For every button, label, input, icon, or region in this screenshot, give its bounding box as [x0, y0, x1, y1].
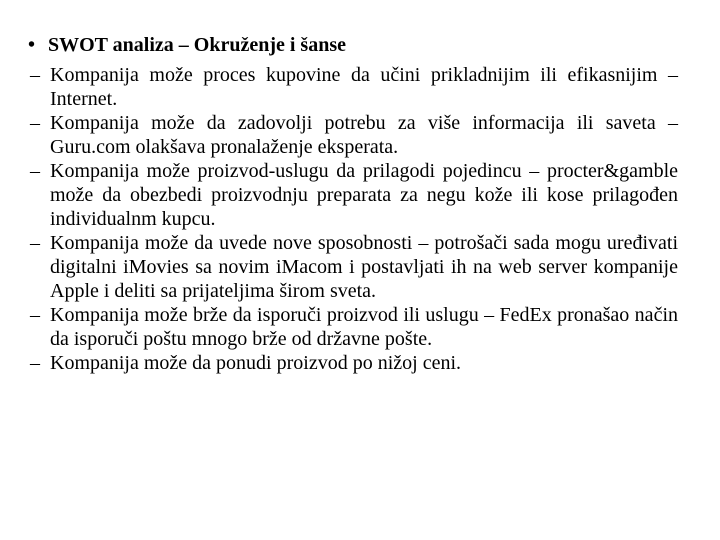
dash-icon: –	[30, 352, 40, 374]
dash-icon: –	[30, 160, 40, 182]
slide-heading	[28, 33, 688, 57]
list-item-text: Kompanija može proizvod-uslugu da prilagodi pojedincu – procter&gamble može da obezbedi proizvodnju preparata za negu kože ili kose prilagođen individualnm kupcu.	[50, 160, 678, 230]
list-item-text: Kompanija može brže da isporuči proizvod ili uslugu – FedEx pronašao način da isporuči poštu mnogo brže od državne pošte.	[50, 304, 678, 350]
list-item	[30, 351, 678, 375]
list-item-text: Kompanija može proces kupovine da učini prikladnijim ili efikasnijim – Internet.	[50, 64, 678, 110]
list-item	[30, 231, 678, 303]
dash-icon: –	[30, 64, 40, 86]
dash-icon: –	[30, 232, 40, 254]
heading-text: SWOT analiza – Okruženje i šanse	[48, 34, 346, 56]
dash-icon: –	[30, 304, 40, 326]
list-item	[30, 111, 678, 159]
bullet-icon: •	[28, 34, 36, 56]
list-item	[30, 159, 678, 231]
list-item-text: Kompanija može da zadovolji potrebu za više informacija ili saveta – Guru.com olakšava pronalaženje eksperata.	[50, 112, 678, 158]
list-item-text: Kompanija može da ponudi proizvod po nižoj ceni.	[50, 352, 462, 374]
dash-icon: –	[30, 112, 40, 134]
list-item	[30, 303, 678, 351]
list-item	[30, 63, 678, 111]
list-item-text: Kompanija može da uvede nove sposobnosti – potrošači sada mogu uređivati digitalni iMovies sa novim iMacom i postavljati ih na web server kompanije Apple i deliti sa prijateljima širom sveta.	[50, 232, 678, 302]
bullet-list	[30, 63, 678, 375]
